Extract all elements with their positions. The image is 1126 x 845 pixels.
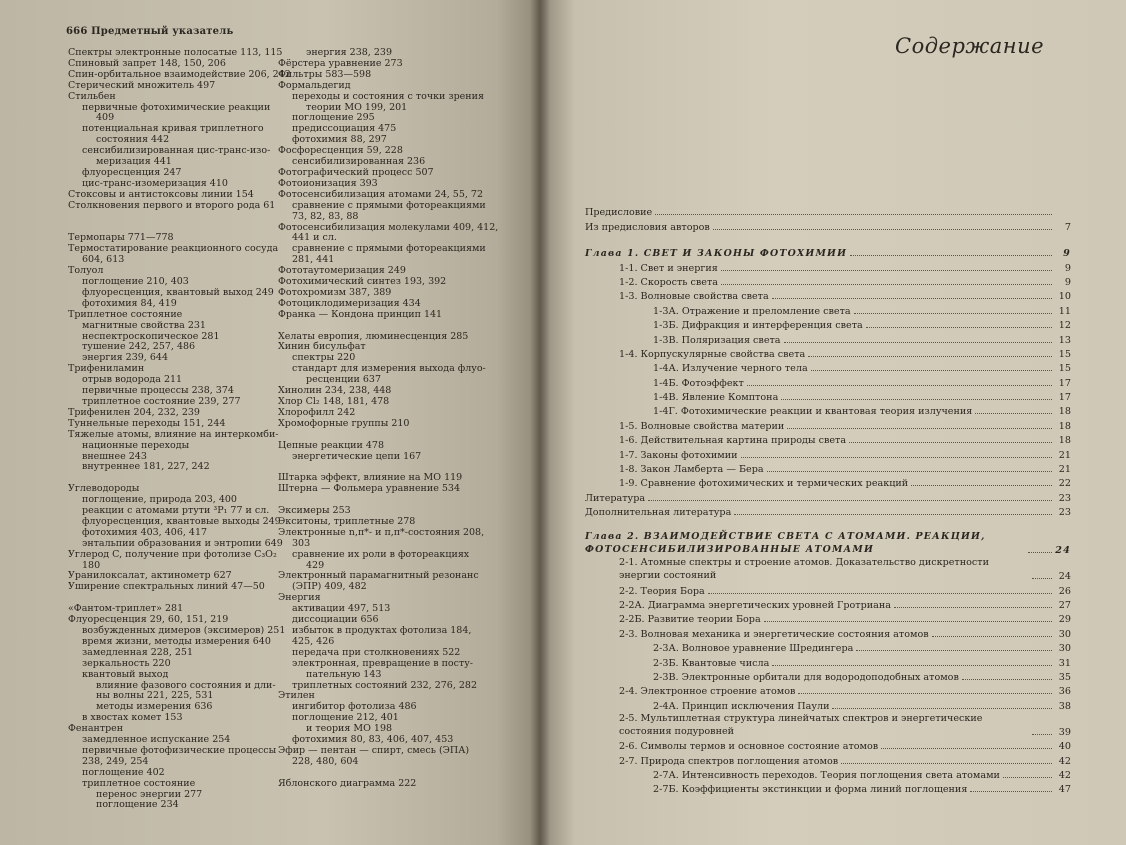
toc-entry <box>585 625 1071 639</box>
index-entry: фотохимия 403, 406, 417 <box>82 526 208 538</box>
index-entry: энергия 238, 239 <box>306 47 392 58</box>
toc-label: 2-6. Символы термов и основное состояние атомов <box>619 741 879 753</box>
toc-page-number: 7 <box>1064 221 1071 233</box>
index-entry: Штарка эффект, влияние на МО 119 <box>278 472 463 484</box>
toc-page-number: 15 <box>1058 363 1071 375</box>
toc-entry <box>585 346 1071 360</box>
toc-page-number: 39 <box>1058 726 1071 738</box>
index-entry: тушение 242, 257, 486 <box>82 341 196 353</box>
toc-entry <box>585 712 1071 738</box>
toc-label: 1-3Б. Дифракция и интерференция света <box>653 320 863 332</box>
index-entry: электронная, превращение в посту- <box>292 657 474 669</box>
toc-label: 2-7. Природа спектров поглощения атомов <box>619 755 839 767</box>
toc-leader <box>721 281 1052 285</box>
toc-page-number: 38 <box>1058 700 1071 712</box>
page-header: 666 Предметный указатель <box>66 26 234 37</box>
toc-gap <box>585 233 1071 245</box>
index-entry: «Фантом-триплет» 281 <box>68 603 184 615</box>
index-entry: поглощение 402 <box>82 766 165 778</box>
index-entry: поглощение 210, 403 <box>82 276 189 288</box>
toc-label: 1-4. Корпускулярные свойства света <box>619 348 806 360</box>
toc-label: 2-5. Мультиплетная структура линейчатых спектров и энергетические состояния подуровней <box>619 712 983 737</box>
index-entry: внутреннее 181, 227, 242 <box>82 461 210 473</box>
toc-label: 1-4А. Излучение черного тела <box>653 363 808 375</box>
table-of-contents <box>585 204 1071 795</box>
toc-page-number: 11 <box>1058 305 1071 317</box>
index-entry: Эфир — пентан — спирт, смесь (ЭПА) <box>278 744 470 756</box>
toc-label: 1-5. Волновые свойства материи <box>619 420 785 432</box>
toc-leader <box>850 252 1052 256</box>
toc-entry <box>585 417 1071 431</box>
index-entry: Фосфоресценция 59, 228 <box>278 145 403 157</box>
index-entry: 281, 441 <box>292 254 335 266</box>
left-page-index <box>0 0 540 845</box>
index-entry: Фотографический процесс 507 <box>278 166 434 178</box>
toc-label: Глава 2. ВЗАИМОДЕЙСТВИЕ СВЕТА С АТОМАМИ. РЕАКЦИИ, ФОТОСЕНСИБИЛИЗИРОВАННЫЕ АТОМАМИ <box>585 531 986 556</box>
index-entry: неспектроскопическое 281 <box>82 330 220 342</box>
index-entry: Трифенилен 204, 232, 239 <box>68 406 200 418</box>
index-entry: перенос энергии 277 <box>96 788 203 800</box>
index-entry: Энергия <box>278 592 321 604</box>
index-entry: 604, 613 <box>82 254 125 266</box>
index-entry: теории МО 199, 201 <box>306 101 408 113</box>
index-entry: Хлорофилл 242 <box>278 406 356 418</box>
toc-leader <box>962 676 1052 680</box>
index-entry: энергетические цепи 167 <box>292 450 422 462</box>
index-entry: сравнение с прямыми фотореакциями <box>292 199 486 211</box>
index-entry: Трифениламин <box>68 363 145 375</box>
toc-page-number: 23 <box>1058 507 1071 519</box>
toc-entry <box>585 360 1071 374</box>
index-entry: Термостатирование реакционного сосуда <box>68 243 279 255</box>
index-entry: Тяжелые атомы, влияние на интеркомби- <box>68 428 279 440</box>
toc-entry <box>585 403 1071 417</box>
index-entry: Углерод C, получение при фотолизе C₃O₂ <box>68 548 277 560</box>
index-entry: триплетное состояние 239, 277 <box>82 395 241 407</box>
index-entry: Электронные n,π*- и π,π*-состояния 208, <box>278 526 485 538</box>
toc-page-number: 9 <box>1064 262 1071 274</box>
toc-entry <box>585 475 1071 489</box>
toc-page-number: 42 <box>1058 769 1071 781</box>
toc-leader <box>894 604 1052 608</box>
toc-label: 1-6. Действительная картина природы света <box>619 435 847 447</box>
toc-entry <box>585 752 1071 766</box>
index-entry: зеркальность 220 <box>82 657 171 669</box>
index-entry: Фёрстера уравнение 273 <box>278 57 403 69</box>
toc-leader <box>811 367 1052 371</box>
toc-entry <box>585 274 1071 288</box>
index-entry: флуоресценция, квантовые выходы 249 <box>82 515 281 527</box>
toc-entry <box>585 654 1071 668</box>
toc-leader <box>841 760 1052 764</box>
index-entry: 238, 249, 254 <box>82 755 149 767</box>
index-entry: поглощение 234 <box>96 799 179 811</box>
toc-entry <box>585 389 1071 403</box>
toc-label: 1-1. Свет и энергия <box>619 262 718 274</box>
index-entry: (ЭПР) 409, 482 <box>292 581 367 593</box>
index-gap <box>278 430 513 441</box>
index-entry: состояния 442 <box>96 134 170 146</box>
index-entry: Столкновения первого и второго рода 61 <box>68 199 276 211</box>
index-entry: Хинолин 234, 238, 448 <box>278 385 392 397</box>
toc-page-number: 15 <box>1058 348 1071 360</box>
toc-leader <box>772 662 1052 666</box>
toc-leader <box>747 382 1052 386</box>
index-entry: сенсибилизированная 236 <box>292 156 426 168</box>
toc-page-number: 35 <box>1058 671 1071 683</box>
index-entry: магнитные свойства 231 <box>82 319 206 331</box>
index-entry: Флуоресценция 29, 60, 151, 219 <box>68 614 229 626</box>
toc-leader <box>911 482 1052 486</box>
toc-label: Предисловие <box>585 207 653 219</box>
index-entry: Спин-орбитальное взаимодействие 206, 242 <box>68 68 291 80</box>
toc-leader <box>970 788 1052 792</box>
toc-leader <box>764 618 1052 622</box>
index-entry: Стоксовы и антистоксовы линии 154 <box>68 188 254 200</box>
toc-entry <box>585 331 1071 345</box>
toc-entry <box>585 669 1071 683</box>
toc-page-number: 22 <box>1058 478 1071 490</box>
index-entry: Хлор Cl₂ 148, 181, 478 <box>278 395 390 407</box>
toc-label: 2-4А. Принцип исключения Паули <box>653 700 830 712</box>
toc-leader <box>856 647 1052 651</box>
index-entry: Яблонского диаграмма 222 <box>278 777 417 789</box>
toc-page-number: 24 <box>1055 545 1071 557</box>
index-entry: национные переходы <box>82 439 190 451</box>
index-entry: Фильтры 583—598 <box>278 68 372 80</box>
toc-label: 2-3. Волновая механика и энергетические состояния атомов <box>619 628 929 640</box>
toc-page-number: 47 <box>1058 784 1071 796</box>
toc-leader <box>808 353 1052 357</box>
toc-leader <box>772 295 1052 299</box>
index-gap <box>278 321 513 332</box>
toc-leader <box>1032 731 1052 735</box>
toc-label: 1-4Г. Фотохимические реакции и квантовая теория излучения <box>653 406 973 418</box>
toc-label: Из предисловия авторов <box>585 221 710 233</box>
toc-leader <box>781 396 1052 400</box>
index-entry: Триплетное состояние <box>68 308 183 320</box>
toc-label: 2-2Б. Развитие теории Бора <box>619 614 761 626</box>
toc-entry <box>585 781 1071 795</box>
toc-page-number: 23 <box>1058 492 1071 504</box>
index-entry: Туннельные переходы 151, 244 <box>68 417 226 429</box>
index-entry: Уширение спектральных линий 47—50 <box>68 581 265 593</box>
index-entry: время жизни, методы измерения 640 <box>82 635 271 647</box>
index-entry: замедленная 228, 251 <box>82 646 194 658</box>
book-gutter <box>530 0 550 845</box>
index-entry: избыток в продуктах фотолиза 184, <box>292 624 472 636</box>
index-entry: реакции с атомами ртути ³P₁ 77 и сл. <box>82 505 270 517</box>
toc-leader <box>787 425 1052 429</box>
toc-label: 1-7. Законы фотохимии <box>619 449 738 461</box>
toc-page-number: 21 <box>1058 449 1071 461</box>
toc-entry <box>585 556 1071 582</box>
index-entry: ингибитор фотолиза 486 <box>292 701 417 713</box>
toc-label: Дополнительная литература <box>585 507 732 519</box>
toc-entry <box>585 317 1071 331</box>
toc-entry <box>585 582 1071 596</box>
toc-leader <box>1003 774 1052 778</box>
index-entry: Хромофорные группы 210 <box>278 417 410 429</box>
toc-leader <box>767 468 1052 472</box>
index-entry: Экситоны, триплетные 278 <box>278 515 416 527</box>
index-entry: 429 <box>306 559 325 571</box>
index-entry: фотохимия 88, 297 <box>292 134 387 146</box>
index-entry: поглощение, природа 203, 400 <box>82 494 237 506</box>
toc-leader <box>741 454 1052 458</box>
toc-page-number: 27 <box>1058 599 1071 611</box>
toc-label: 2-4. Электронное строение атомов <box>619 686 796 698</box>
index-entry: 409 <box>96 112 115 124</box>
toc-label: 2-1. Атомные спектры и строение атомов. Доказательство дискретности энергии состояний <box>619 557 989 582</box>
index-entry: 73, 82, 83, 88 <box>292 210 359 222</box>
index-entry: Фотохимический синтез 193, 392 <box>278 276 447 288</box>
index-entry: Штерна — Фольмера уравнение 534 <box>278 483 460 495</box>
toc-leader <box>866 324 1052 328</box>
index-entry: ны волны 221, 225, 531 <box>96 690 214 702</box>
toc-page-number: 29 <box>1058 614 1071 626</box>
index-entry: в хвостах комет 153 <box>82 712 183 724</box>
index-entry: 228, 480, 604 <box>292 755 359 767</box>
index-entry: первичные фотофизические процессы <box>82 744 277 756</box>
index-entry: замедленное испускание 254 <box>82 734 231 746</box>
index-entry: возбужденных димеров (эксимеров) 251 <box>82 624 286 636</box>
index-entry: Франка — Кондона принцип 141 <box>278 308 443 320</box>
toc-leader <box>849 439 1052 443</box>
toc-label: Литература <box>585 492 646 504</box>
toc-page-number: 9 <box>1064 276 1071 288</box>
index-entry: энтальпии образования и энтропии 649 <box>82 537 283 549</box>
index-entry: пательную 143 <box>306 668 382 680</box>
index-entry: 303 <box>292 537 311 549</box>
toc-label: 2-2А. Диаграмма энергетических уровней Гротриана <box>619 599 891 611</box>
toc-page-number: 30 <box>1058 628 1071 640</box>
toc-page-number: 18 <box>1058 435 1071 447</box>
toc-entry <box>585 288 1071 302</box>
index-entry: стандарт для измерения выхода флуо- <box>292 363 486 375</box>
index-entry: квантовый выход <box>82 668 169 680</box>
toc-page-number: 24 <box>1058 571 1071 583</box>
index-entry: Формальдегид <box>278 79 351 91</box>
toc-label: 2-2. Теория Бора <box>619 585 705 597</box>
index-column-2 <box>278 48 513 790</box>
index-gap <box>278 768 513 779</box>
index-entry: Углеводороды <box>68 483 140 495</box>
toc-entry <box>585 302 1071 316</box>
toc-leader <box>784 339 1052 343</box>
index-entry: передача при столкновениях 522 <box>292 646 461 658</box>
toc-entry <box>585 640 1071 654</box>
index-entry: Спектры электронные полосатые 113, 115 <box>68 47 283 58</box>
toc-leader <box>648 497 1052 501</box>
index-entry: 441 и сл. <box>292 232 337 244</box>
index-entry: фотохимия 80, 83, 406, 407, 453 <box>292 734 454 746</box>
toc-entry <box>585 597 1071 611</box>
index-entry: активации 497, 513 <box>292 603 391 615</box>
toc-chapter <box>585 245 1071 259</box>
index-entry: Хинин бисульфат <box>278 341 366 353</box>
toc-entry <box>585 461 1071 475</box>
index-entry: Фотоионизация 393 <box>278 177 378 189</box>
index-entry: сравнение с прямыми фотореакциями <box>292 243 486 255</box>
toc-leader <box>975 410 1052 414</box>
index-entry: Фотоциклодимеризация 434 <box>278 297 421 309</box>
toc-entry <box>585 489 1071 503</box>
toc-leader <box>708 590 1052 594</box>
toc-entry <box>585 697 1071 711</box>
toc-leader <box>655 211 1052 215</box>
toc-label: 1-9. Сравнение фотохимических и термических реакций <box>619 478 909 490</box>
toc-leader <box>1028 549 1052 553</box>
index-entry: Стерический множитель 497 <box>68 79 216 91</box>
index-entry: энергия 239, 644 <box>82 352 168 364</box>
toc-entry <box>585 218 1071 232</box>
toc-label: Глава 1. СВЕТ И ЗАКОНЫ ФОТОХИМИИ <box>585 248 848 260</box>
index-entry: Спиновый запрет 148, 150, 206 <box>68 57 226 69</box>
toc-leader <box>1032 575 1052 579</box>
toc-page-number: 12 <box>1058 320 1071 332</box>
toc-page-number: 21 <box>1058 464 1071 476</box>
index-entry: сравнение их роли в фотореакциях <box>292 548 470 560</box>
toc-entry <box>585 259 1071 273</box>
index-entry: Хелаты европия, люминесценция 285 <box>278 330 469 342</box>
toc-leader <box>832 705 1052 709</box>
index-entry: Фототаутомеризация 249 <box>278 265 406 277</box>
toc-label: 2-7А. Интенсивность переходов. Теория поглощения света атомами <box>653 769 1000 781</box>
toc-leader <box>721 267 1052 271</box>
index-entry: Уранилоксалат, актинометр 627 <box>68 570 232 582</box>
toc-label: 2-3А. Волновое уравнение Шредингера <box>653 643 854 655</box>
index-entry: диссоциации 656 <box>292 614 379 626</box>
toc-entry <box>585 767 1071 781</box>
toc-entry <box>585 204 1071 218</box>
toc-page-number: 9 <box>1063 248 1071 260</box>
toc-label: 2-7Б. Коэффициенты экстинкции и форма линий поглощения <box>653 784 968 796</box>
toc-label: 1-8. Закон Ламберта — Бера <box>619 464 764 476</box>
index-entry: Цепные реакции 478 <box>278 439 385 451</box>
toc-label: 1-3. Волновые свойства света <box>619 291 769 303</box>
toc-label: 1-2. Скорость света <box>619 276 719 288</box>
toc-page-number: 13 <box>1058 334 1071 346</box>
index-entry: первичные процессы 238, 374 <box>82 385 234 397</box>
index-entry: отрыв водорода 211 <box>82 374 183 386</box>
index-entry: Фотосенсибилизация атомами 24, 55, 72 <box>278 188 484 200</box>
toc-entry <box>585 611 1071 625</box>
toc-page-number: 17 <box>1058 377 1071 389</box>
index-entry: триплетное состояние <box>82 777 196 789</box>
toc-label: 1-4Б. Фотоэффект <box>653 377 744 389</box>
index-gap <box>68 212 278 234</box>
toc-leader <box>713 226 1052 230</box>
index-entry: поглощение 295 <box>292 112 375 124</box>
toc-page-number: 30 <box>1058 643 1071 655</box>
toc-page-number: 40 <box>1058 741 1071 753</box>
toc-label: 2-3Б. Квантовые числа <box>653 657 770 669</box>
toc-page-number: 17 <box>1058 392 1071 404</box>
index-entry: сенсибилизированная цис-транс-изо- <box>82 145 271 157</box>
toc-gap <box>585 518 1071 530</box>
toc-entry <box>585 374 1071 388</box>
index-entry: фотохимия 84, 419 <box>82 297 177 309</box>
index-entry: флуоресценция, квантовый выход 249 <box>82 286 274 298</box>
index-entry: Толуол <box>68 265 104 277</box>
toc-entry <box>585 683 1071 697</box>
toc-leader <box>854 310 1052 314</box>
index-entry: Фенантрен <box>68 723 124 735</box>
toc-page-number: 18 <box>1058 420 1071 432</box>
toc-label: 2-3В. Электронные орбитали для водородоподобных атомов <box>653 671 959 683</box>
index-entry: поглощение 212, 401 <box>292 712 399 724</box>
index-entry: внешнее 243 <box>82 450 147 462</box>
index-entry: влияние фазового состояния и дли- <box>96 679 276 691</box>
toc-entry <box>585 738 1071 752</box>
index-entry: Термопары 771—778 <box>68 232 174 244</box>
toc-page-number: 36 <box>1058 686 1071 698</box>
index-entry: 180 <box>82 559 101 571</box>
toc-chapter <box>585 530 1071 556</box>
toc-page-number: 10 <box>1058 291 1071 303</box>
toc-label: 1-3В. Поляризация света <box>653 334 781 346</box>
index-entry: ресценции 637 <box>306 374 382 386</box>
toc-leader <box>932 633 1052 637</box>
index-entry: триплетных состояний 232, 276, 282 <box>292 679 478 691</box>
index-entry: и теория МО 198 <box>306 723 393 735</box>
index-entry: Стильбен <box>68 90 116 102</box>
index-entry: Электронный парамагнитный резонанс <box>278 570 479 582</box>
index-entry: флуоресценция 247 <box>82 166 182 178</box>
index-entry: методы измерения 636 <box>96 701 213 713</box>
toc-page-number: 42 <box>1058 755 1071 767</box>
index-column-1 <box>68 47 291 811</box>
toc-page-number: 26 <box>1058 585 1071 597</box>
index-entry: первичные фотохимические реакции <box>82 101 271 113</box>
toc-page-number: 31 <box>1058 657 1071 669</box>
index-entry: Этилен <box>278 690 315 702</box>
index-entry: 425, 426 <box>292 635 335 647</box>
toc-entry <box>585 504 1071 518</box>
toc-leader <box>798 690 1052 694</box>
index-entry: цис-транс-изомеризация 410 <box>82 177 228 189</box>
index-entry: переходы и состояния с точки зрения <box>292 90 484 102</box>
index-entry: меризация 441 <box>96 156 172 168</box>
toc-leader <box>881 745 1052 749</box>
toc-entry <box>585 446 1071 460</box>
index-entry: потенциальная кривая триплетного <box>82 123 264 135</box>
toc-label: 1-4В. Явление Комптона <box>653 392 779 404</box>
contents-title: Содержание <box>895 34 1045 58</box>
toc-page-number: 18 <box>1058 406 1071 418</box>
toc-entry <box>585 432 1071 446</box>
toc-label: 1-3А. Отражение и преломление света <box>653 305 851 317</box>
index-entry: Фотохромизм 387, 389 <box>278 286 392 298</box>
toc-leader <box>734 511 1052 515</box>
index-entry: предиссоциация 475 <box>292 123 397 135</box>
index-entry: Эксимеры 253 <box>278 505 351 516</box>
index-entry: спектры 220 <box>292 352 356 364</box>
index-entry: Фотосенсибилизация молекулами 409, 412, <box>278 221 499 233</box>
